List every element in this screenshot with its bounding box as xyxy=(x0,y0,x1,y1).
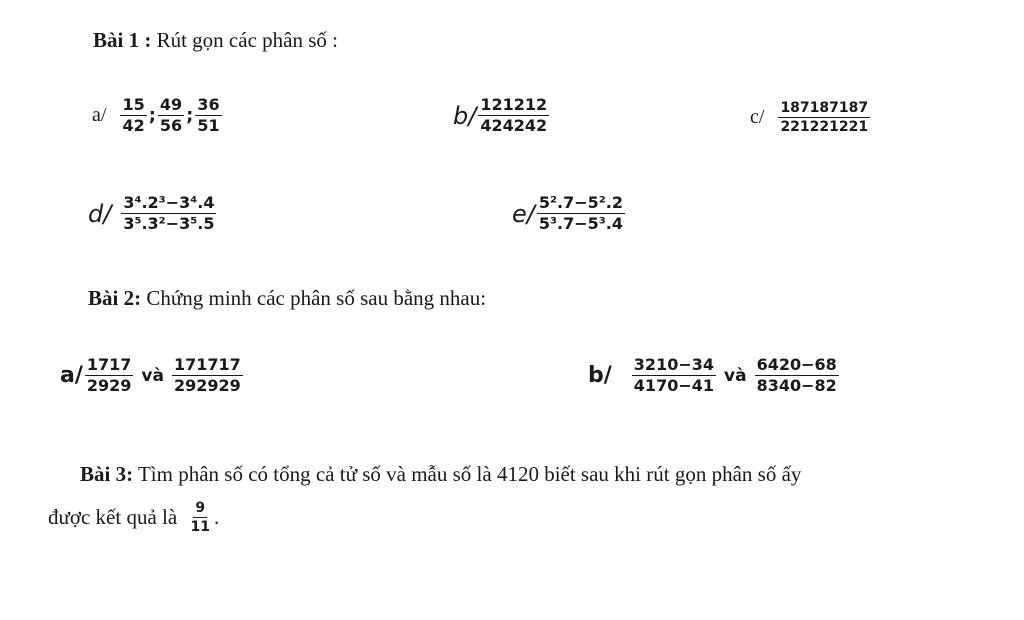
period: . xyxy=(213,505,220,530)
bai1-a-label: a/ xyxy=(92,104,107,127)
fraction: $\frac{6420-68}{8340-82}$ xyxy=(756,355,837,396)
bai3-heading-bold: Bài 3: xyxy=(80,462,134,486)
bai2-heading xyxy=(88,286,486,311)
bai1-e-label: e/ xyxy=(512,199,535,228)
bai1-d-label: d/ xyxy=(88,199,112,228)
bai2-b-label: b/ xyxy=(588,363,612,389)
fraction: $\frac{36}{51}$ xyxy=(197,95,220,136)
fraction: $\frac{171717}{292929}$ xyxy=(173,355,241,396)
bai2-heading-bold: Bài 2: xyxy=(88,286,142,310)
fraction: $\frac{9}{11}$ xyxy=(190,500,210,536)
bai3-line2-text: được kết quả là xyxy=(48,505,183,530)
bai3-line1-text: Tìm phân số có tổng cả tử số và mẫu số là 4120 biết sau khi rút gọn phân số ấy xyxy=(133,462,802,486)
bai1-item-c xyxy=(750,100,872,135)
bai2-item-a xyxy=(60,356,245,396)
fraction: $\frac{187187187}{221221221}$ xyxy=(780,100,869,136)
fraction: $\frac{121212}{424242}$ xyxy=(480,95,548,136)
conjunction: và xyxy=(141,365,164,386)
bai3-line2 xyxy=(48,500,219,535)
fraction: $\frac{49}{56}$ xyxy=(159,95,183,136)
bai1-item-b xyxy=(453,96,551,136)
fraction: $\frac{\text{3⁴.2³−3⁴.4}}{\text{3⁵.3²−3⁵.5}}$ xyxy=(123,193,215,234)
bai2-item-b xyxy=(588,356,841,396)
separator: ; xyxy=(148,105,156,127)
bai1-item-e xyxy=(512,194,627,234)
bai1-item-a xyxy=(92,96,224,136)
bai1-b-label: b/ xyxy=(453,101,477,130)
bai3-line1 xyxy=(80,462,801,487)
fraction: $\frac{1717}{2929}$ xyxy=(86,355,132,396)
bai2-a-label: a/ xyxy=(60,363,83,389)
bai1-heading-text: Rút gọn các phân số : xyxy=(151,28,338,52)
conjunction: và xyxy=(724,365,747,386)
fraction: $\frac{15}{42}$ xyxy=(122,95,145,136)
bai1-c-label: c/ xyxy=(750,106,765,129)
bai1-heading xyxy=(93,28,338,53)
bai2-heading-text: Chứng minh các phân số sau bằng nhau: xyxy=(141,286,487,310)
bai1-heading-bold: Bài 1 : xyxy=(93,28,152,52)
fraction: $\frac{\text{5².7−5².2}}{\text{5³.7−5³.4}}$ xyxy=(538,193,623,234)
bai1-item-d xyxy=(88,194,218,234)
separator: ; xyxy=(186,105,194,127)
fraction: $\frac{3210-34}{4170-41}$ xyxy=(633,355,714,396)
